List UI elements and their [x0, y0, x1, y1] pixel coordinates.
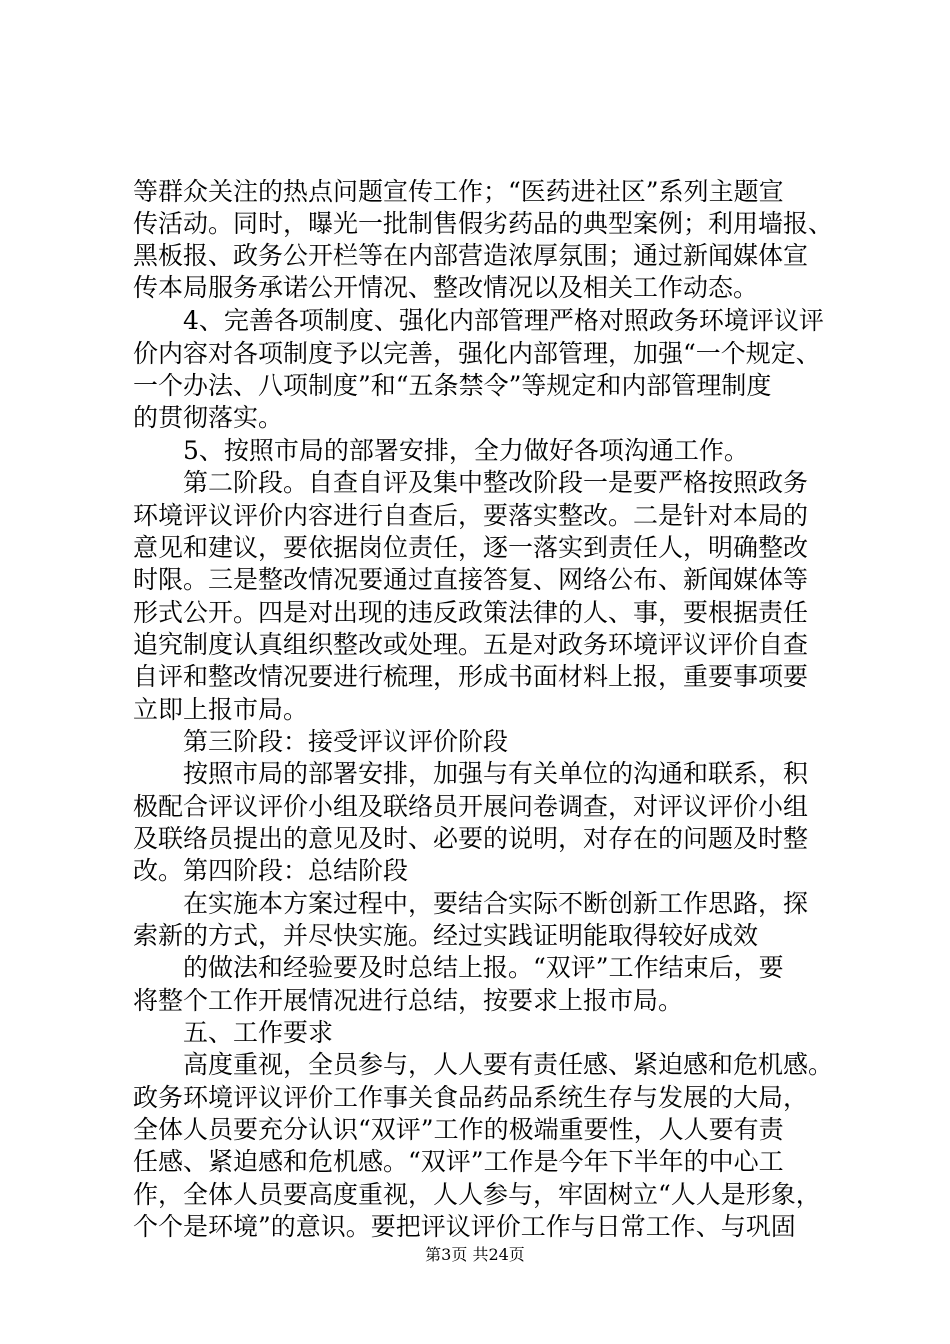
text-line: 形式公开。四是对出现的违反政策法律的人、事，要根据责任: [133, 598, 809, 627]
text-line: 的贯彻落实。: [133, 403, 284, 432]
text-line: 传活动。同时，曝光一批制售假劣药品的典型案例；利用墙报、: [133, 209, 834, 238]
text-line: 等群众关注的热点问题宣传工作；“医药进社区”系列主题宣: [133, 177, 784, 206]
page-number: 第3页 共24页: [425, 1245, 525, 1264]
text-line: 立即上报市局。: [133, 695, 309, 724]
text-line: 时限。三是整改情况要通过直接答复、网络公布、新闻媒体等: [133, 565, 809, 594]
text-line: 按照市局的部署安排，加强与有关单位的沟通和联系，积: [183, 759, 809, 788]
text-line: 传本局服务承诺公开情况、整改情况以及相关工作动态。: [133, 273, 759, 302]
text-line: 一个办法、八项制度”和“五条禁令”等规定和内部管理制度: [133, 371, 772, 400]
text-line: 极配合评议评价小组及联络员开展问卷调查，对评议评价小组: [133, 792, 809, 821]
text-line: 作，全体人员要高度重视，人人参与，牢固树立“人人是形象，: [133, 1180, 821, 1209]
text-line: 5、按照市局的部署安排，全力做好各项沟通工作。: [183, 436, 749, 465]
text-line: 追究制度认真组织整改或处理。五是对政务环境评议评价自查: [133, 630, 809, 659]
text-line: 自评和整改情况要进行梳理，形成书面材料上报，重要事项要: [133, 662, 809, 691]
section-heading: 五、工作要求: [183, 1018, 334, 1047]
text-line: 意见和建议，要依据岗位责任，逐一落实到责任人，明确整改: [133, 533, 809, 562]
text-line: 4、完善各项制度、强化内部管理严格对照政务环境评议评: [183, 306, 824, 335]
text-line: 个个是环境”的意识。要把评议评价工作与日常工作、与巩固: [133, 1212, 796, 1241]
text-line: 任感、紧迫感和危机感。“双评”工作是今年下半年的中心工: [133, 1147, 784, 1176]
text-line: 高度重视，全员参与，人人要有责任感、紧迫感和危机感。: [183, 1050, 834, 1079]
text-line: 政务环境评议评价工作事关食品药品系统生存与发展的大局，: [133, 1083, 809, 1112]
text-line: 及联络员提出的意见及时、必要的说明，对存在的问题及时整: [133, 824, 809, 853]
text-line: 在实施本方案过程中，要结合实际不断创新工作思路，探: [183, 889, 809, 918]
text-line: 改。第四阶段：总结阶段: [133, 856, 409, 885]
text-line: 黑板报、政务公开栏等在内部营造浓厚氛围；通过新闻媒体宣: [133, 241, 809, 270]
text-line: 价内容对各项制度予以完善，强化内部管理，加强“一个规定、: [133, 339, 821, 368]
text-line: 将整个工作开展情况进行总结，按要求上报市局。: [133, 986, 684, 1015]
text-line: 索新的方式，并尽快实施。经过实践证明能取得较好成效: [133, 921, 759, 950]
text-line: 环境评议评价内容进行自查后，要落实整改。二是针对本局的: [133, 501, 809, 530]
text-line: 第二阶段。自查自评及集中整改阶段一是要严格按照政务: [183, 468, 809, 497]
text-line: 的做法和经验要及时总结上报。“双评”工作结束后，要: [183, 953, 784, 982]
text-line: 全体人员要充分认识“双评”工作的极端重要性，人人要有责: [133, 1115, 784, 1144]
text-line: 第三阶段：接受评议评价阶段: [183, 727, 509, 756]
